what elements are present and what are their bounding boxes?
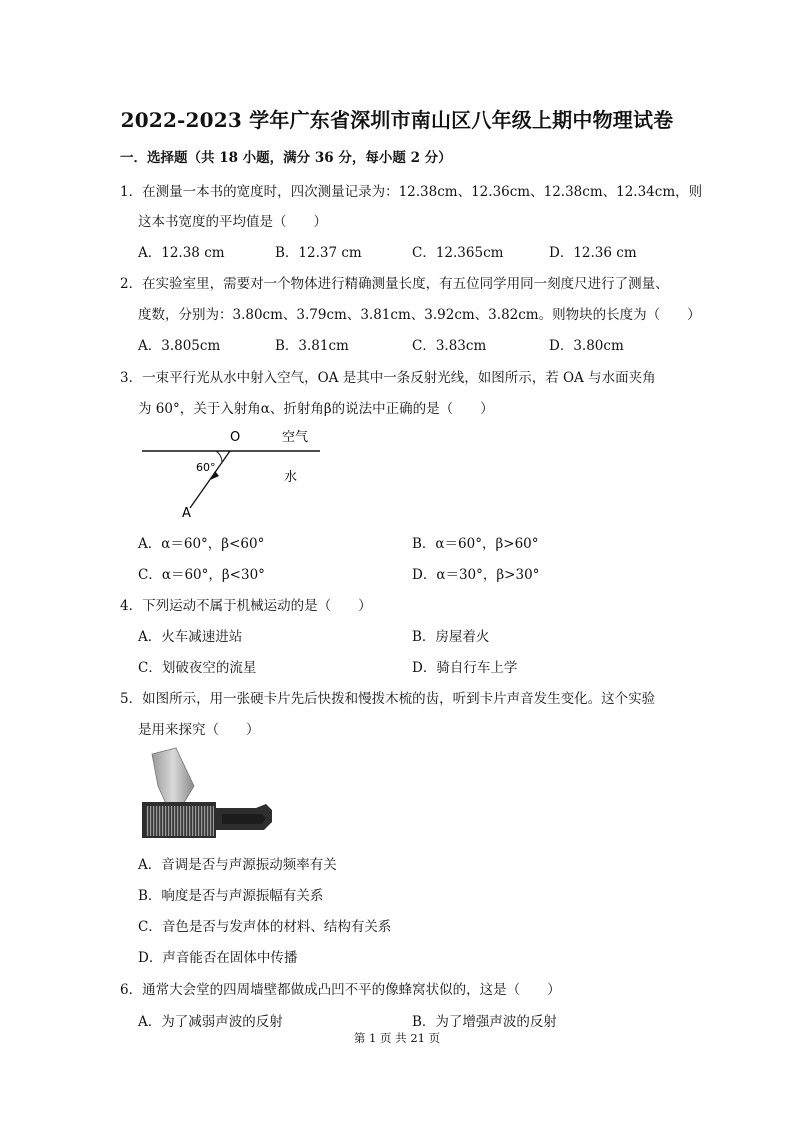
hard-card xyxy=(152,748,194,808)
question-1-option-c: C．12.365cm xyxy=(412,245,504,261)
question-4-option-a: A．火车减速进站 xyxy=(138,629,243,645)
question-5-option-d: D．声音能否在固体中传播 xyxy=(138,950,298,966)
question-3-text-cont: 为 60°，关于入射角α、折射角β的说法中正确的是（ ） xyxy=(138,401,494,417)
question-5-text-cont: 是用来探究（ ） xyxy=(138,722,260,738)
question-6-text: 6．通常大会堂的四周墙壁都做成凸凹不平的像蜂窝状似的，这是（ ） xyxy=(120,982,561,998)
question-6-option-a: A．为了减弱声波的反射 xyxy=(138,1014,283,1030)
water-label: 水 xyxy=(284,470,298,485)
question-4-option-b: B．房屋着火 xyxy=(412,629,490,645)
question-4-text: 4．下列运动不属于机械运动的是（ ） xyxy=(120,598,372,614)
question-6-option-b: B．为了增强声波的反射 xyxy=(412,1014,557,1030)
question-2-text-cont: 度数，分别为：3.80cm、3.79cm、3.81cm、3.92cm、3.82cm。则物块的长度为（ ） xyxy=(138,307,701,323)
page-title: 2022-2023 学年广东省深圳市南山区八年级上期中物理试卷 xyxy=(120,108,674,132)
question-5-option-c: C．音色是否与发声体的材料、结构有关系 xyxy=(138,919,392,935)
question-3-option-c: C．α＝60°，β<30° xyxy=(138,567,265,583)
point-a-label: A xyxy=(182,506,191,520)
question-3-text: 3．一束平行光从水中射入空气，OA 是其中一条反射光线，如图所示，若 OA 与水面夹角 xyxy=(120,370,656,386)
ray-oa xyxy=(190,451,230,508)
question-1-option-d: D．12.36 cm xyxy=(549,245,637,261)
question-1-option-b: B．12.37 cm xyxy=(275,245,362,261)
page-footer: 第 1 页 共 21 页 xyxy=(353,1031,441,1045)
question-3-option-b: B．α＝60°，β>60° xyxy=(412,536,539,552)
question-4-option-d: D．骑自行车上学 xyxy=(412,660,518,676)
angle-label: 60° xyxy=(196,461,216,474)
comb-card-figure xyxy=(138,742,288,842)
comb-teeth xyxy=(146,806,214,836)
air-label: 空气 xyxy=(282,430,309,445)
question-4-option-c: C．划破夜空的流星 xyxy=(138,660,257,676)
comb-handle xyxy=(222,814,266,824)
question-1-text: 1．在测量一本书的宽度时，四次测量记录为：12.38cm、12.36cm、12.38cm、12.34cm，则 xyxy=(120,184,703,200)
question-2-text: 2．在实验室里，需要对一个物体进行精确测量长度，有五位同学用同一刻度尺进行了测量、 xyxy=(120,276,669,292)
question-1-option-a: A．12.38 cm xyxy=(138,245,225,261)
question-3-option-d: D．α＝30°，β>30° xyxy=(412,567,540,583)
question-2-option-d: D．3.80cm xyxy=(549,338,624,354)
question-2-option-c: C．3.83cm xyxy=(412,338,487,354)
refraction-figure xyxy=(138,424,338,520)
point-o-label: O xyxy=(230,430,241,445)
question-5-option-b: B．响度是否与声源振幅有关系 xyxy=(138,888,324,904)
question-3-option-a: A．α＝60°，β<60° xyxy=(138,536,265,552)
question-2-option-a: A．3.805cm xyxy=(138,338,221,354)
angle-arc xyxy=(216,451,222,462)
section-heading: 一．选择题（共 18 小题，满分 36 分，每小题 2 分） xyxy=(120,150,452,166)
question-5-option-a: A．音调是否与声源振动频率有关 xyxy=(138,857,337,873)
question-1-text-cont: 这本书宽度的平均值是（ ） xyxy=(138,214,327,230)
question-2-option-b: B．3.81cm xyxy=(275,338,349,354)
question-5-text: 5．如图所示，用一张硬卡片先后快拨和慢拨木梳的齿，听到卡片声音发生变化。这个实验 xyxy=(120,691,656,707)
